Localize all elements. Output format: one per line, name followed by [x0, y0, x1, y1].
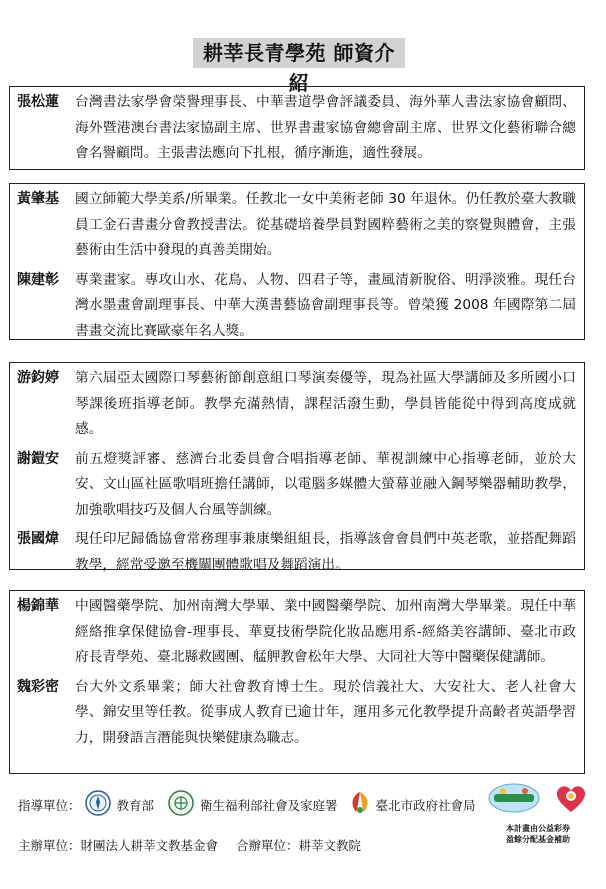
host-label: 主辦單位： — [18, 838, 81, 853]
teacher-entry — [17, 187, 576, 264]
co-host-value: 耕莘文教院 — [298, 838, 362, 853]
teacher-entry — [17, 675, 576, 752]
teacher-entry — [17, 447, 576, 524]
taipei-logo-icon — [348, 790, 372, 819]
guide-unit-mohw: 衛生福利部社會及家庭署 — [200, 797, 338, 813]
teacher-name: 魏彩密 — [17, 678, 59, 695]
teacher-desc: 台灣書法家學會榮譽理事長、中華書道學會評議委員、海外華人書法家協會顧問、海外暨港澳台書法家協副主席、世界書畫家協會總會副主席、世界文化藝術聯合總會名譽顧問。主張書法應向下扎根，循序漸進，適性發展。 — [75, 94, 576, 161]
teacher-entry — [17, 594, 576, 671]
teacher-entry — [17, 366, 576, 443]
guide-label: 指導單位： — [18, 797, 81, 813]
teacher-box-3 — [9, 362, 585, 573]
teacher-desc: 國立師範大學美系/所畢業。任教北一女中美術老師 30 年退休。仍任教於臺大教職員工金石書畫分會教授書法。從基礎培養學員對國粹藝術之美的察覺與體會，主張藝術由生活中發現的真善美開始。 — [75, 191, 576, 258]
teacher-entry — [17, 527, 576, 578]
teacher-box-1 — [9, 86, 585, 170]
teacher-entry — [17, 90, 576, 167]
teacher-name: 陳建彰 — [17, 271, 59, 288]
teacher-name: 黃肇基 — [17, 191, 59, 207]
teacher-name: 謝鎧安 — [17, 450, 59, 467]
guide-unit-moe: 教育部 — [116, 797, 155, 813]
teacher-desc: 中國醫藥學院、加州南灣大學畢、業中國醫藥學院、加州南灣大學畢業。現任中華經絡推拿保健協會-理事長、華夏技術學院化妝品應用系-經絡美容講師、臺北市政府長青學苑、臺北縣救國團、艋舺教會松年大學、大同社大等中醫藥保健講師。 — [75, 598, 576, 665]
host-value: 財團法人耕莘文教基金會 — [80, 838, 219, 853]
co-host-label: 合辦單位： — [236, 838, 299, 853]
teacher-name: 張松蓮 — [17, 94, 59, 110]
teacher-desc: 台大外文系畢業；師大社會教育博士生。現於信義社大、大安社大、老人社會大學、錦安里等任教。從事成人教育已逾廿年，運用多元化教學提升高齡者英語學習力，開發語言潛能與快樂健康為職志。 — [75, 678, 576, 746]
teacher-desc: 前五燈獎評審、慈濟台北委員會合唱指導老師、華視訓練中心指導老師，並於大安、文山區社區歌唱班擔任講師，以電腦多媒體大螢幕並融入鋼琴樂器輔助教學，加強歌唱技巧及個人台風等訓練。 — [75, 450, 576, 518]
teacher-box-4 — [9, 590, 585, 774]
mohw-logo-icon — [168, 790, 194, 819]
teacher-box-2 — [9, 183, 585, 340]
teacher-desc: 現任印尼歸僑協會常務理事兼康樂組組長，指導該會會員們中英老歌，並搭配舞蹈教學，經常受邀至機關團體歌唱及舞蹈演出。 — [75, 531, 576, 573]
lottery-note-line1: 本計畫由公益彩券 — [506, 824, 570, 833]
guide-unit-taipei: 臺北市政府社會局 — [375, 797, 476, 813]
teacher-name: 游鈞婷 — [17, 370, 59, 386]
teacher-name: 張國煒 — [17, 531, 59, 547]
teacher-desc: 第六屆亞太國際口琴藝術節創意組口琴演奏優等，現為社區大學講師及多所國小口琴課後班指導老師。教學充滿熱情，課程活潑生動，學員皆能從中得到高度成就感。 — [75, 370, 576, 437]
lottery-block — [488, 782, 588, 845]
teacher-name: 楊錦華 — [17, 598, 59, 614]
teacher-desc: 專業畫家。專攻山水、花鳥、人物、四君子等，畫風清新脫俗、明淨淡雅。現任台灣水墨畫會副理事長、中華大漢書藝協會副理事長等。曾榮獲 2008 年國際第二屆書畫交流比賽歐豪年名人獎。 — [75, 271, 576, 339]
page-title: 耕莘長青學苑 師資介紹 — [193, 38, 405, 68]
moe-logo-icon — [85, 790, 111, 819]
lottery-heart-icon — [554, 782, 588, 817]
host-line — [18, 836, 361, 854]
guide-units — [18, 790, 476, 819]
lottery-badge-icon — [488, 783, 540, 816]
lottery-note-line2: 盈餘分配基金補助 — [506, 835, 570, 844]
teacher-entry — [17, 268, 576, 345]
